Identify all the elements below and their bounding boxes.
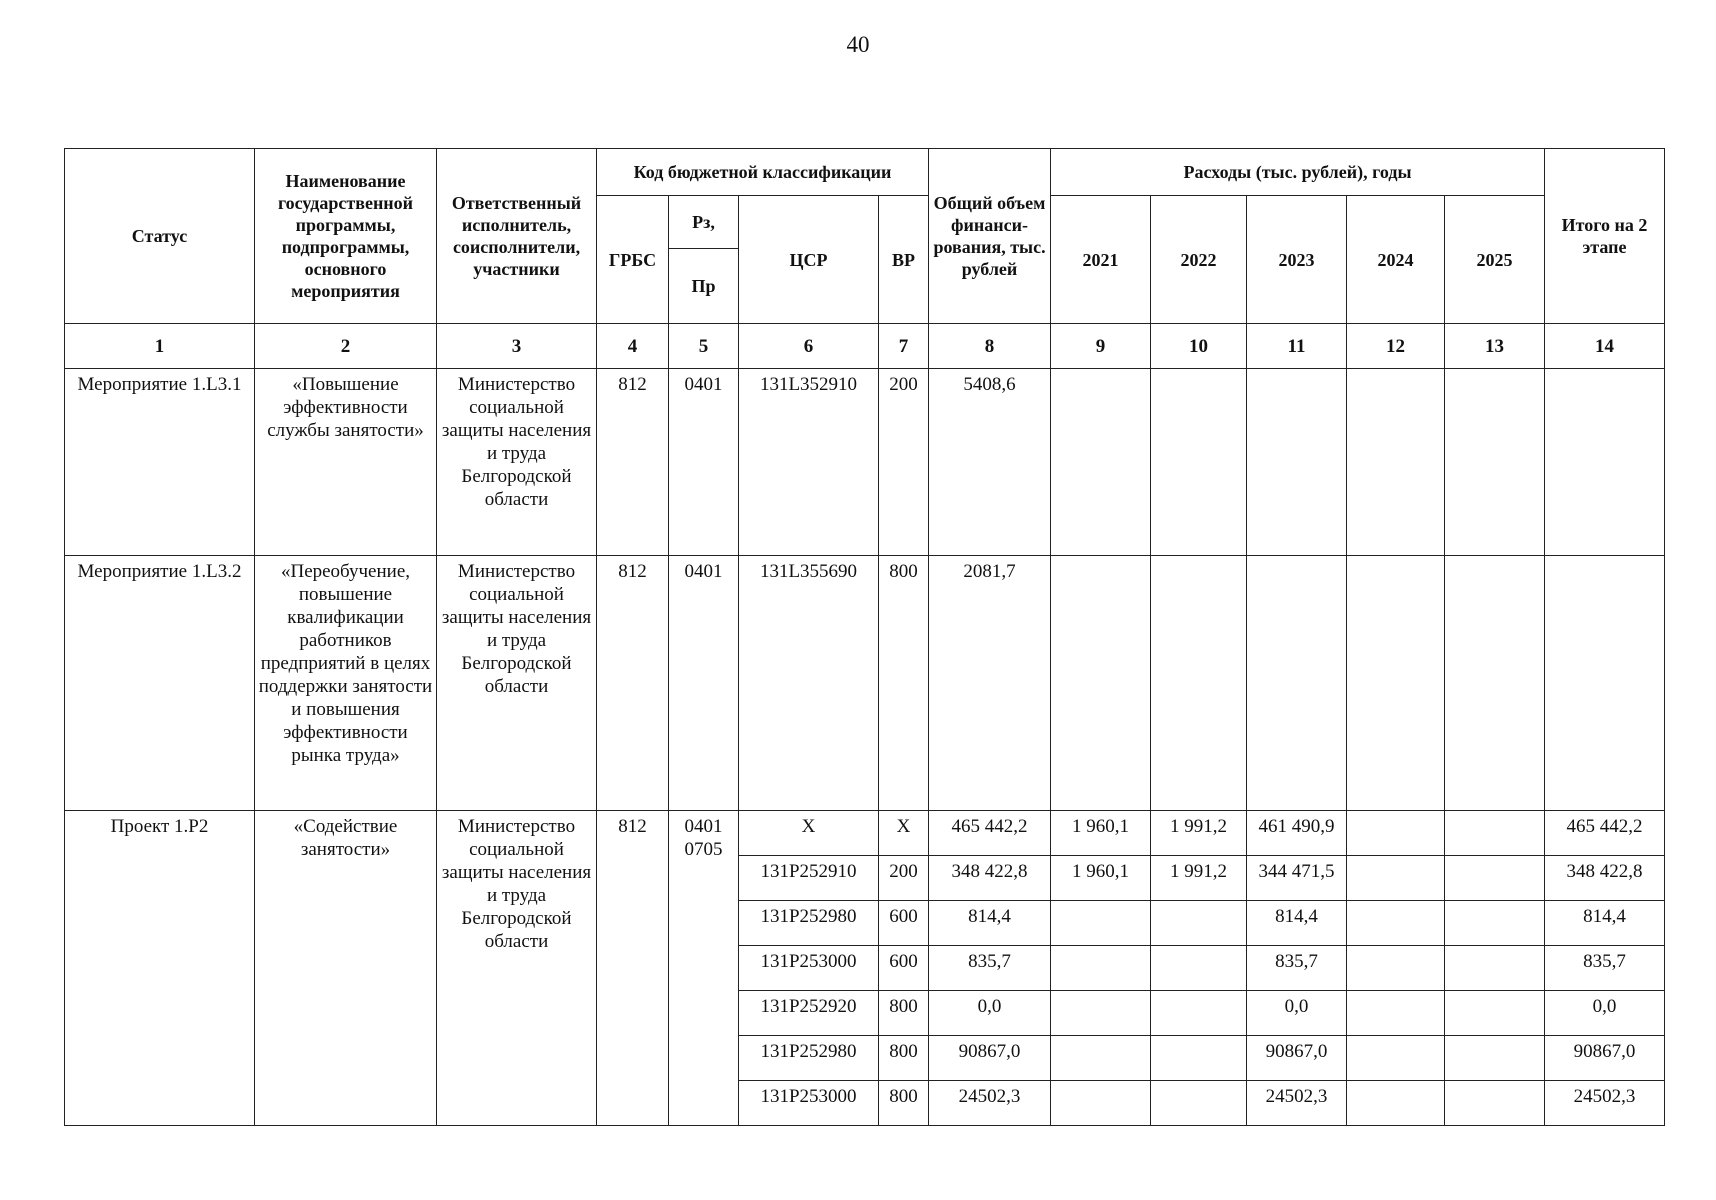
rzpr-cell: 0401 bbox=[669, 369, 739, 556]
grbs-cell: 812 bbox=[597, 811, 669, 1126]
column-number: 6 bbox=[739, 324, 879, 369]
year-2024-cell bbox=[1347, 1081, 1445, 1126]
year-2023-cell: 814,4 bbox=[1247, 901, 1347, 946]
year-2024-cell bbox=[1347, 991, 1445, 1036]
header-rz: Рз, bbox=[669, 196, 739, 249]
header-status: Статус bbox=[65, 149, 255, 324]
year-2021-cell: 1 960,1 bbox=[1051, 856, 1151, 901]
year-2021-cell: 1 960,1 bbox=[1051, 811, 1151, 856]
year-2021-cell bbox=[1051, 1036, 1151, 1081]
vr-cell: 200 bbox=[879, 369, 929, 556]
total-cell: 465 442,2 bbox=[929, 811, 1051, 856]
year-2024-cell bbox=[1347, 1036, 1445, 1081]
year-2022-cell bbox=[1151, 991, 1247, 1036]
csr-cell: 131Р252980 bbox=[739, 901, 879, 946]
rzpr-cell: 0401 0705 bbox=[669, 811, 739, 1126]
vr-cell: 800 bbox=[879, 991, 929, 1036]
header-total-volume: Общий объем финанси-рования, тыс. рублей bbox=[929, 149, 1051, 324]
column-number: 13 bbox=[1445, 324, 1545, 369]
stage-total-cell bbox=[1545, 369, 1665, 556]
total-cell: 24502,3 bbox=[929, 1081, 1051, 1126]
year-2022-cell: 1 991,2 bbox=[1151, 811, 1247, 856]
status-cell: Мероприятие 1.L3.2 bbox=[65, 556, 255, 811]
total-cell: 835,7 bbox=[929, 946, 1051, 991]
year-2025-cell bbox=[1445, 991, 1545, 1036]
year-2022-cell bbox=[1151, 901, 1247, 946]
stage-total-cell: 814,4 bbox=[1545, 901, 1665, 946]
year-2025-cell bbox=[1445, 811, 1545, 856]
header-responsible: Ответственный исполнитель, соисполнители, участники bbox=[437, 149, 597, 324]
grbs-cell: 812 bbox=[597, 369, 669, 556]
year-2023-cell: 344 471,5 bbox=[1247, 856, 1347, 901]
header-year-2022: 2022 bbox=[1151, 196, 1247, 324]
header-expenses: Расходы (тыс. рублей), годы bbox=[1051, 149, 1545, 196]
header-budget-code: Код бюджетной классификации bbox=[597, 149, 929, 196]
year-2022-cell bbox=[1151, 946, 1247, 991]
name-cell: «Повышение эффективности службы занятости» bbox=[255, 369, 437, 556]
name-cell: «Содействие занятости» bbox=[255, 811, 437, 1126]
header-csr: ЦСР bbox=[739, 196, 879, 324]
column-number: 14 bbox=[1545, 324, 1665, 369]
stage-total-cell: 835,7 bbox=[1545, 946, 1665, 991]
year-2021-cell bbox=[1051, 946, 1151, 991]
year-2024-cell bbox=[1347, 811, 1445, 856]
grbs-cell: 812 bbox=[597, 556, 669, 811]
vr-cell: 800 bbox=[879, 1081, 929, 1126]
header-year-2023: 2023 bbox=[1247, 196, 1347, 324]
header-year-2021: 2021 bbox=[1051, 196, 1151, 324]
stage-total-cell: 24502,3 bbox=[1545, 1081, 1665, 1126]
stage-total-cell bbox=[1545, 556, 1665, 811]
column-number: 12 bbox=[1347, 324, 1445, 369]
year-2024-cell bbox=[1347, 856, 1445, 901]
header-vr: ВР bbox=[879, 196, 929, 324]
responsible-cell: Министерство социальной защиты населения и труда Белгородской области bbox=[437, 811, 597, 1126]
year-2025-cell bbox=[1445, 1036, 1545, 1081]
vr-cell: 600 bbox=[879, 946, 929, 991]
header-pr: Пр bbox=[669, 249, 739, 324]
page-number: 40 bbox=[846, 32, 870, 57]
year-2022-cell bbox=[1151, 556, 1247, 811]
header-year-2024: 2024 bbox=[1347, 196, 1445, 324]
column-number: 1 bbox=[65, 324, 255, 369]
year-2022-cell bbox=[1151, 1081, 1247, 1126]
year-2023-cell: 461 490,9 bbox=[1247, 811, 1347, 856]
column-number: 8 bbox=[929, 324, 1051, 369]
status-cell: Проект 1.Р2 bbox=[65, 811, 255, 1126]
header-year-2025: 2025 bbox=[1445, 196, 1545, 324]
csr-cell: Х bbox=[739, 811, 879, 856]
column-number: 2 bbox=[255, 324, 437, 369]
header-stage-total: Итого на 2 этапе bbox=[1545, 149, 1665, 324]
rzpr-cell: 0401 bbox=[669, 556, 739, 811]
year-2021-cell bbox=[1051, 901, 1151, 946]
year-2025-cell bbox=[1445, 369, 1545, 556]
year-2025-cell bbox=[1445, 856, 1545, 901]
csr-cell: 131Р252980 bbox=[739, 1036, 879, 1081]
year-2021-cell bbox=[1051, 991, 1151, 1036]
stage-total-cell: 0,0 bbox=[1545, 991, 1665, 1036]
year-2024-cell bbox=[1347, 369, 1445, 556]
total-cell: 5408,6 bbox=[929, 369, 1051, 556]
year-2022-cell bbox=[1151, 1036, 1247, 1081]
year-2023-cell: 90867,0 bbox=[1247, 1036, 1347, 1081]
year-2022-cell: 1 991,2 bbox=[1151, 856, 1247, 901]
table-row bbox=[65, 369, 1665, 556]
total-cell: 2081,7 bbox=[929, 556, 1051, 811]
year-2021-cell bbox=[1051, 1081, 1151, 1126]
column-number: 7 bbox=[879, 324, 929, 369]
total-cell: 348 422,8 bbox=[929, 856, 1051, 901]
csr-cell: 131Р252910 bbox=[739, 856, 879, 901]
table-row bbox=[65, 811, 1665, 856]
total-cell: 0,0 bbox=[929, 991, 1051, 1036]
responsible-cell: Министерство социальной защиты населения и труда Белгородской области bbox=[437, 556, 597, 811]
name-cell: «Переобучение, повышение квалификации работников предприятий в целях поддержки занятости и повышения эффективности рынка труда» bbox=[255, 556, 437, 811]
year-2025-cell bbox=[1445, 556, 1545, 811]
year-2024-cell bbox=[1347, 901, 1445, 946]
year-2023-cell bbox=[1247, 369, 1347, 556]
status-cell: Мероприятие 1.L3.1 bbox=[65, 369, 255, 556]
csr-cell: 131Р253000 bbox=[739, 946, 879, 991]
column-number: 5 bbox=[669, 324, 739, 369]
column-number: 10 bbox=[1151, 324, 1247, 369]
budget-table bbox=[64, 148, 1665, 1126]
responsible-cell: Министерство социальной защиты населения и труда Белгородской области bbox=[437, 369, 597, 556]
year-2024-cell bbox=[1347, 556, 1445, 811]
column-number: 4 bbox=[597, 324, 669, 369]
year-2023-cell: 24502,3 bbox=[1247, 1081, 1347, 1126]
year-2025-cell bbox=[1445, 901, 1545, 946]
header-grbs: ГРБС bbox=[597, 196, 669, 324]
vr-cell: 200 bbox=[879, 856, 929, 901]
year-2021-cell bbox=[1051, 556, 1151, 811]
total-cell: 90867,0 bbox=[929, 1036, 1051, 1081]
stage-total-cell: 90867,0 bbox=[1545, 1036, 1665, 1081]
column-number: 3 bbox=[437, 324, 597, 369]
vr-cell: 600 bbox=[879, 901, 929, 946]
csr-cell: 131Р253000 bbox=[739, 1081, 879, 1126]
year-2023-cell bbox=[1247, 556, 1347, 811]
year-2025-cell bbox=[1445, 946, 1545, 991]
csr-cell: 131Р252920 bbox=[739, 991, 879, 1036]
year-2021-cell bbox=[1051, 369, 1151, 556]
stage-total-cell: 348 422,8 bbox=[1545, 856, 1665, 901]
year-2025-cell bbox=[1445, 1081, 1545, 1126]
header-name: Наименование государственной программы, подпрограммы, основного мероприятия bbox=[255, 149, 437, 324]
column-number: 9 bbox=[1051, 324, 1151, 369]
total-cell: 814,4 bbox=[929, 901, 1051, 946]
vr-cell: Х bbox=[879, 811, 929, 856]
column-number: 11 bbox=[1247, 324, 1347, 369]
table-row bbox=[65, 556, 1665, 811]
vr-cell: 800 bbox=[879, 1036, 929, 1081]
stage-total-cell: 465 442,2 bbox=[1545, 811, 1665, 856]
vr-cell: 800 bbox=[879, 556, 929, 811]
csr-cell: 131L352910 bbox=[739, 369, 879, 556]
csr-cell: 131L355690 bbox=[739, 556, 879, 811]
year-2022-cell bbox=[1151, 369, 1247, 556]
year-2023-cell: 835,7 bbox=[1247, 946, 1347, 991]
year-2024-cell bbox=[1347, 946, 1445, 991]
year-2023-cell: 0,0 bbox=[1247, 991, 1347, 1036]
